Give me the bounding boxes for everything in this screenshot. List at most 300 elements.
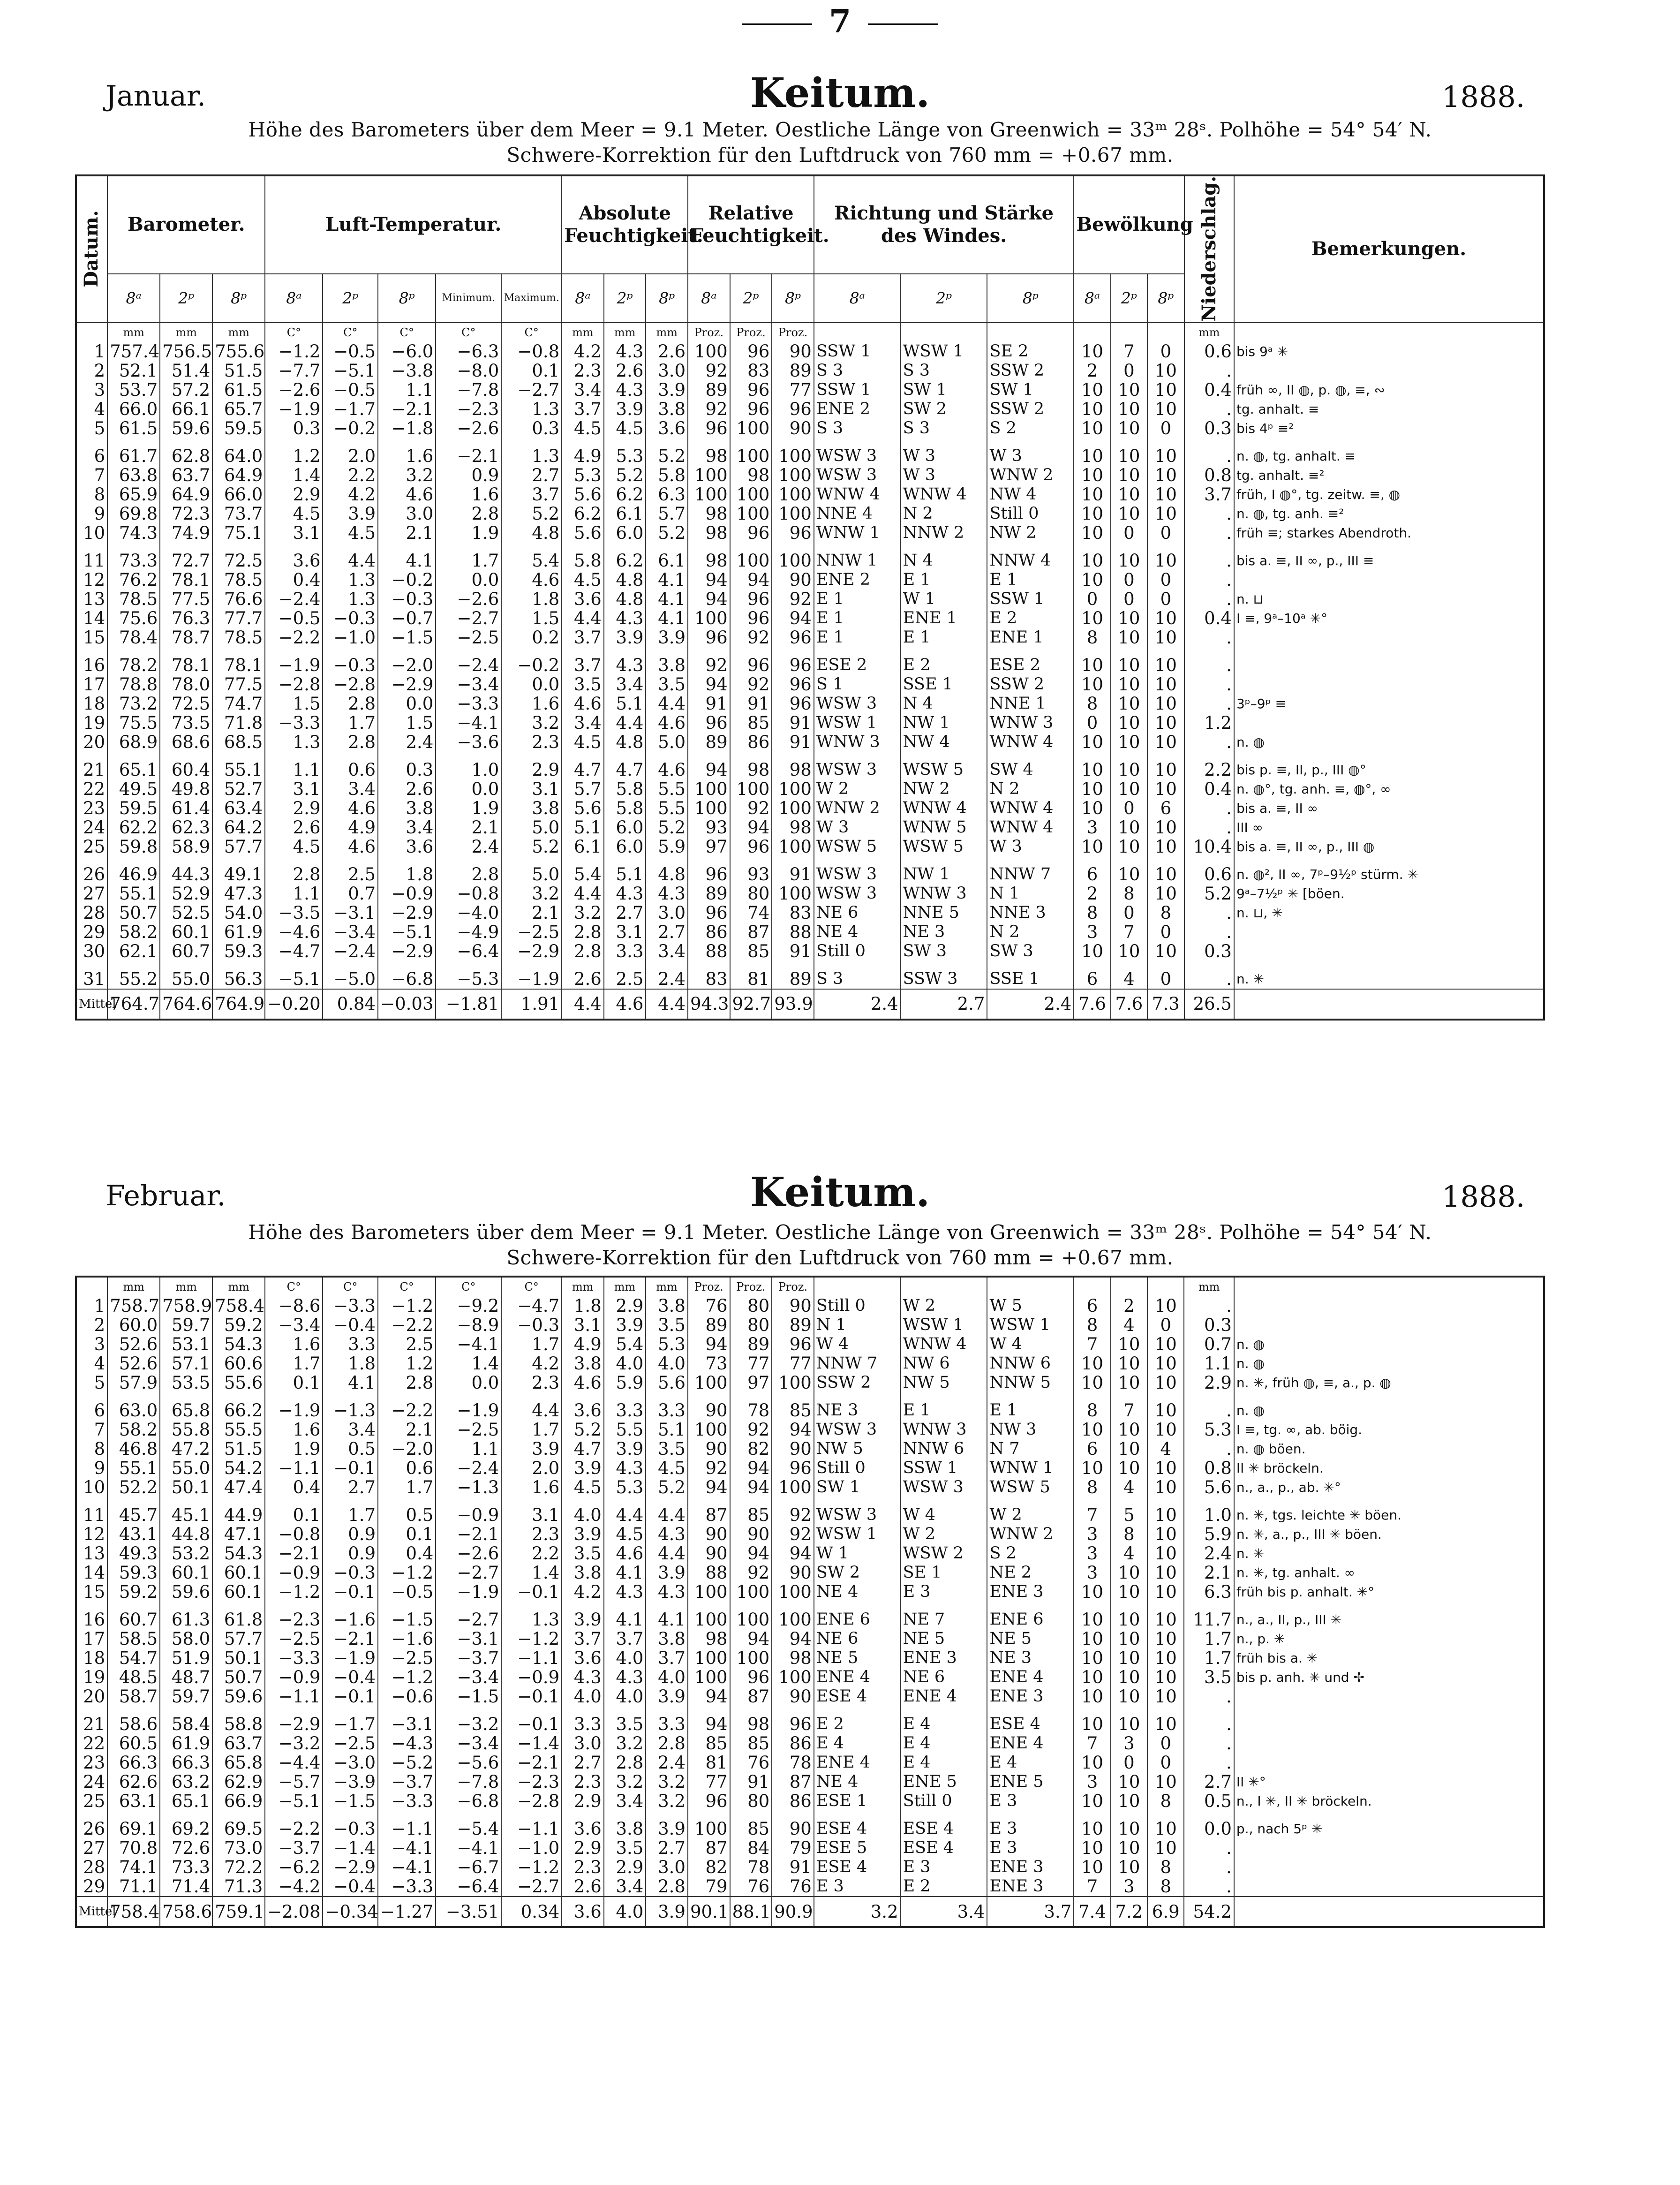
mean-cell: 764.9 — [212, 989, 265, 1020]
value-cell: 10 — [1111, 733, 1147, 752]
value-cell: 3.6 — [646, 419, 688, 438]
unit-cell: mm — [1184, 1277, 1234, 1296]
value-cell: 10 — [1074, 779, 1110, 799]
value-cell: −2.6 — [265, 380, 323, 400]
value-cell: 10 — [1147, 1715, 1184, 1734]
remark-cell — [1234, 628, 1544, 647]
value-cell: ESE 4 — [814, 1687, 901, 1706]
value-cell: ESE 4 — [814, 1819, 901, 1838]
value-cell: 10 — [1074, 342, 1110, 361]
value-cell: 88 — [772, 922, 814, 942]
value-cell: −3.3 — [378, 1792, 436, 1811]
value-cell: NNE 3 — [987, 903, 1074, 922]
value-cell: WNW 5 — [901, 818, 987, 837]
value-cell: 2.5 — [604, 969, 646, 989]
value-cell: 0.3 — [1184, 1316, 1234, 1335]
remark-cell: II ✳° — [1234, 1772, 1544, 1792]
value-cell: −6.0 — [378, 342, 436, 361]
remark-cell: n. ◍ — [1234, 1354, 1544, 1373]
value-cell: 48.5 — [107, 1668, 160, 1687]
value-cell: 96 — [688, 628, 730, 647]
value-cell: −1.3 — [323, 1401, 378, 1420]
spacer-cell — [501, 1602, 562, 1610]
mean-row — [76, 989, 1544, 1020]
spacer-cell — [107, 856, 160, 865]
value-cell: −1.5 — [323, 1792, 378, 1811]
value-cell: 0.1 — [265, 1373, 323, 1392]
mean-cell: 758.6 — [160, 1897, 212, 1927]
mean-cell: 4.0 — [604, 1897, 646, 1927]
value-cell: 1.3 — [501, 1610, 562, 1629]
value-cell: −7.7 — [265, 361, 323, 380]
value-cell: 0.6 — [1184, 865, 1234, 884]
spacer-cell — [501, 961, 562, 969]
spacer-cell — [1111, 438, 1147, 446]
value-cell: 91 — [730, 1772, 772, 1792]
value-cell: 5.1 — [562, 818, 604, 837]
value-cell: 100 — [772, 884, 814, 903]
sub-8a: 8ᵃ — [688, 274, 730, 323]
spacer-cell — [604, 1811, 646, 1819]
day-cell: 27 — [76, 1838, 107, 1858]
value-cell: 4.3 — [604, 1668, 646, 1687]
value-cell: 55.1 — [107, 1459, 160, 1478]
value-cell: 0.4 — [1184, 609, 1234, 628]
spacer-cell — [212, 1392, 265, 1401]
spacer-cell — [501, 1497, 562, 1505]
value-cell: 100 — [772, 446, 814, 466]
value-cell: 52.6 — [107, 1335, 160, 1354]
spacer-cell — [378, 752, 436, 760]
mean-cell: 6.9 — [1147, 1897, 1184, 1927]
value-cell: 5.5 — [646, 799, 688, 818]
value-cell: −8.9 — [436, 1316, 501, 1335]
value-cell: 4.4 — [646, 694, 688, 713]
spacer-cell — [1184, 438, 1234, 446]
spacer-cell — [1234, 543, 1544, 551]
value-cell: 5.9 — [604, 1373, 646, 1392]
spacer-cell — [323, 1811, 378, 1819]
value-cell: 6.0 — [604, 818, 646, 837]
value-cell: 3.8 — [562, 1354, 604, 1373]
value-cell: 100 — [772, 551, 814, 570]
spacer-cell — [160, 543, 212, 551]
value-cell: S 3 — [814, 419, 901, 438]
value-cell: 4.5 — [604, 1525, 646, 1544]
sub-8p: 8ᵖ — [987, 274, 1074, 323]
spacer-cell — [562, 438, 604, 446]
value-cell: ENE 5 — [901, 1772, 987, 1792]
value-cell: 8 — [1147, 903, 1184, 922]
value-cell: 10 — [1111, 1439, 1147, 1459]
value-cell: −4.1 — [378, 1838, 436, 1858]
spacer-cell — [1074, 1497, 1110, 1505]
value-cell: 7 — [1074, 1335, 1110, 1354]
value-cell: −5.4 — [436, 1819, 501, 1838]
value-cell: 10 — [1147, 942, 1184, 961]
spacer-cell — [688, 1602, 730, 1610]
spacer-cell — [323, 1706, 378, 1715]
spacer-cell — [501, 543, 562, 551]
day-cell: 2 — [76, 1316, 107, 1335]
value-cell: −1.9 — [265, 400, 323, 419]
value-cell: 85 — [730, 713, 772, 733]
spacer-cell — [160, 1706, 212, 1715]
value-cell: 2.3 — [501, 1373, 562, 1392]
value-cell: W 3 — [901, 466, 987, 485]
value-cell: −2.2 — [378, 1316, 436, 1335]
value-cell: 58.6 — [107, 1715, 160, 1734]
value-cell: −0.3 — [501, 1316, 562, 1335]
value-cell: 68.6 — [160, 733, 212, 752]
remark-cell: n. ✳, a., p., III ✳ böen. — [1234, 1525, 1544, 1544]
value-cell: 62.2 — [107, 818, 160, 837]
spacer-cell — [688, 752, 730, 760]
value-cell: WSW 5 — [901, 760, 987, 779]
value-cell: −2.5 — [501, 922, 562, 942]
day-cell: 30 — [76, 942, 107, 961]
value-cell: 3 — [1074, 1525, 1110, 1544]
value-cell: 53.7 — [107, 380, 160, 400]
value-cell: −6.2 — [265, 1858, 323, 1877]
value-cell: 0.6 — [323, 760, 378, 779]
value-cell: NW 2 — [901, 779, 987, 799]
day-cell: 23 — [76, 1753, 107, 1772]
value-cell: 10 — [1111, 1838, 1147, 1858]
table-row — [76, 1373, 1544, 1392]
value-cell: WNW 3 — [901, 1420, 987, 1439]
value-cell: 54.3 — [212, 1544, 265, 1563]
spacer-cell — [1147, 647, 1184, 656]
value-cell: 10 — [1074, 609, 1110, 628]
value-cell: SSW 1 — [814, 342, 901, 361]
mean-cell: −0.34 — [323, 1897, 378, 1927]
value-cell: −6.7 — [436, 1858, 501, 1877]
value-cell: 1.3 — [501, 400, 562, 419]
value-cell: 10 — [1111, 551, 1147, 570]
value-cell: 100 — [688, 485, 730, 504]
february-table — [75, 1276, 1545, 1928]
value-cell: −2.7 — [501, 380, 562, 400]
value-cell: 10 — [1147, 713, 1184, 733]
january-subtitle-2: Schwere-Korrektion für den Luftdruck von 760 mm = +0.67 mm. — [506, 144, 1174, 166]
bemerkungen-header: Bemerkungen. — [1234, 175, 1544, 323]
value-cell: 2.0 — [323, 446, 378, 466]
remark-cell: n. ◍ — [1234, 1401, 1544, 1420]
value-cell: 63.0 — [107, 1401, 160, 1420]
value-cell: 5.6 — [562, 523, 604, 543]
spacer-cell — [265, 647, 323, 656]
spacer-cell — [688, 438, 730, 446]
value-cell: 92 — [688, 361, 730, 380]
value-cell: 0 — [1111, 570, 1147, 590]
value-cell: 3.7 — [562, 400, 604, 419]
day-cell: 17 — [76, 1629, 107, 1648]
value-cell: 1.9 — [436, 523, 501, 543]
value-cell: 100 — [772, 799, 814, 818]
spacer-cell — [160, 1602, 212, 1610]
value-cell: 6.1 — [562, 837, 604, 856]
table-row — [76, 1525, 1544, 1544]
value-cell: 4.3 — [604, 884, 646, 903]
value-cell: 2.4 — [1184, 1544, 1234, 1563]
value-cell: N 2 — [901, 504, 987, 523]
page-number-value: 7 — [829, 3, 851, 40]
unit-cell: Proz. — [730, 1277, 772, 1296]
value-cell: NNW 5 — [987, 1373, 1074, 1392]
value-cell: 78 — [730, 1858, 772, 1877]
table-row — [76, 969, 1544, 989]
value-cell: . — [1184, 922, 1234, 942]
value-cell: 2.9 — [265, 485, 323, 504]
value-cell: 5.3 — [562, 466, 604, 485]
value-cell: W 2 — [901, 1296, 987, 1316]
value-cell: 62.9 — [212, 1772, 265, 1792]
spacer-cell — [436, 1811, 501, 1819]
spacer-cell — [1184, 856, 1234, 865]
value-cell: 73.2 — [107, 694, 160, 713]
value-cell: 3.2 — [604, 1772, 646, 1792]
value-cell: 4.4 — [646, 1544, 688, 1563]
value-cell: 5.8 — [604, 779, 646, 799]
value-cell: 3.4 — [562, 380, 604, 400]
value-cell: 96 — [688, 419, 730, 438]
value-cell: −2.5 — [265, 1629, 323, 1648]
remark-cell: n. ◍ böen. — [1234, 1439, 1544, 1459]
value-cell: −2.5 — [323, 1734, 378, 1753]
value-cell: NW 1 — [901, 865, 987, 884]
value-cell: 3.5 — [562, 675, 604, 694]
remark-cell: tg. anhalt. ≡² — [1234, 466, 1544, 485]
value-cell: 10 — [1074, 1354, 1110, 1373]
value-cell: 78.5 — [212, 628, 265, 647]
value-cell: 92 — [772, 590, 814, 609]
table-row — [76, 1563, 1544, 1582]
value-cell: 98 — [688, 504, 730, 523]
value-cell: 758.7 — [107, 1296, 160, 1316]
value-cell: 58.2 — [107, 1420, 160, 1439]
value-cell: ESE 2 — [814, 656, 901, 675]
spacer-cell — [265, 961, 323, 969]
mean-cell: 88.1 — [730, 1897, 772, 1927]
sub-2p: 2ᵖ — [323, 274, 378, 323]
value-cell: 76 — [772, 1877, 814, 1897]
value-cell: SW 3 — [987, 942, 1074, 961]
value-cell: 65.1 — [107, 760, 160, 779]
value-cell: 4.6 — [604, 1544, 646, 1563]
value-cell: 10 — [1074, 446, 1110, 466]
value-cell: −1.0 — [323, 628, 378, 647]
unit-cell: mm — [1184, 323, 1234, 342]
remark-cell — [1234, 361, 1544, 380]
unit-cell: mm — [604, 1277, 646, 1296]
value-cell: 98 — [730, 1715, 772, 1734]
value-cell: 4.5 — [323, 523, 378, 543]
value-cell: 5.6 — [646, 1373, 688, 1392]
value-cell: NW 1 — [901, 713, 987, 733]
value-cell: 52.1 — [107, 361, 160, 380]
value-cell: 10 — [1074, 570, 1110, 590]
value-cell: 66.3 — [107, 1753, 160, 1772]
spacer-cell — [604, 961, 646, 969]
value-cell: 1.7 — [378, 1478, 436, 1497]
value-cell: 2 — [1074, 361, 1110, 380]
value-cell: 0 — [1111, 523, 1147, 543]
value-cell: E 1 — [987, 570, 1074, 590]
spacer-cell — [1074, 647, 1110, 656]
value-cell: 10 — [1074, 837, 1110, 856]
spacer-cell — [604, 752, 646, 760]
spacer-cell — [378, 856, 436, 865]
remark-cell: n. ✳ — [1234, 969, 1544, 989]
value-cell: −1.5 — [436, 1687, 501, 1706]
value-cell: 73.7 — [212, 504, 265, 523]
value-cell: 1.8 — [562, 1296, 604, 1316]
value-cell: 4.6 — [562, 1373, 604, 1392]
value-cell: −3.4 — [436, 1668, 501, 1687]
value-cell: . — [1184, 1715, 1234, 1734]
spacer-cell — [160, 647, 212, 656]
value-cell: −2.9 — [378, 675, 436, 694]
value-cell: 4.2 — [323, 485, 378, 504]
value-cell: N 4 — [901, 551, 987, 570]
value-cell: ENE 4 — [814, 1753, 901, 1772]
value-cell: 3 — [1111, 1734, 1147, 1753]
value-cell: 10 — [1074, 1648, 1110, 1668]
value-cell: 5.8 — [646, 466, 688, 485]
value-cell: 100 — [688, 779, 730, 799]
value-cell: 4.3 — [646, 1582, 688, 1602]
value-cell: −2.7 — [436, 1610, 501, 1629]
value-cell: 10 — [1147, 1525, 1184, 1544]
value-cell: 10 — [1147, 1544, 1184, 1563]
remark-cell: n. ⊔ — [1234, 590, 1544, 609]
sub-minimum: Minimum. — [436, 274, 501, 323]
spacer-cell — [646, 438, 688, 446]
value-cell: 3 — [1111, 1877, 1147, 1897]
table-row — [76, 361, 1544, 380]
value-cell: . — [1184, 590, 1234, 609]
value-cell: −6.4 — [436, 1877, 501, 1897]
value-cell: 90 — [688, 1401, 730, 1420]
value-cell: −3.4 — [436, 1734, 501, 1753]
value-cell: 90 — [688, 1544, 730, 1563]
value-cell: 1.7 — [1184, 1629, 1234, 1648]
value-cell: 100 — [688, 1582, 730, 1602]
value-cell: 4.5 — [562, 570, 604, 590]
value-cell: 61.5 — [212, 380, 265, 400]
value-cell: 100 — [772, 466, 814, 485]
value-cell: 4.6 — [646, 713, 688, 733]
value-cell: 58.5 — [107, 1629, 160, 1648]
day-cell: 29 — [76, 922, 107, 942]
value-cell: −4.1 — [436, 1838, 501, 1858]
value-cell: −8.6 — [265, 1296, 323, 1316]
value-cell: WNW 2 — [987, 466, 1074, 485]
value-cell: 90 — [772, 570, 814, 590]
value-cell: −3.2 — [265, 1734, 323, 1753]
day-cell: 18 — [76, 1648, 107, 1668]
remark-cell: 3ᵖ–9ᵖ ≡ — [1234, 694, 1544, 713]
value-cell: 49.8 — [160, 779, 212, 799]
value-cell: . — [1184, 1858, 1234, 1877]
value-cell: E 1 — [814, 590, 901, 609]
spacer-cell — [323, 1497, 378, 1505]
table-row — [76, 1734, 1544, 1753]
value-cell: WSW 3 — [814, 760, 901, 779]
table-row — [76, 1648, 1544, 1668]
value-cell: 10 — [1111, 760, 1147, 779]
value-cell: 5.6 — [562, 485, 604, 504]
value-cell: −2.5 — [378, 1648, 436, 1668]
value-cell: 10 — [1074, 733, 1110, 752]
remark-cell: III ∞ — [1234, 818, 1544, 837]
sub-2p: 2ᵖ — [604, 274, 646, 323]
value-cell: 76 — [730, 1753, 772, 1772]
value-cell: 60.6 — [212, 1354, 265, 1373]
unit-cell: mm — [107, 323, 160, 342]
value-cell: 100 — [730, 485, 772, 504]
value-cell: WSW 1 — [901, 1316, 987, 1335]
remark-cell: n. ◍ — [1234, 733, 1544, 752]
value-cell: 758.4 — [212, 1296, 265, 1316]
value-cell: WSW 5 — [987, 1478, 1074, 1497]
day-cell: 4 — [76, 1354, 107, 1373]
table-row — [76, 1819, 1544, 1838]
value-cell: 58.9 — [160, 837, 212, 856]
value-cell: 86 — [772, 1734, 814, 1753]
value-cell: 8 — [1074, 628, 1110, 647]
value-cell: 88 — [688, 1563, 730, 1582]
value-cell: −3.7 — [378, 1772, 436, 1792]
value-cell: 0.8 — [1184, 1459, 1234, 1478]
value-cell: 60.5 — [107, 1734, 160, 1753]
unit-cell: C° — [265, 323, 323, 342]
value-cell: −5.7 — [265, 1772, 323, 1792]
value-cell: 5.3 — [1184, 1420, 1234, 1439]
unit-cell — [901, 323, 987, 342]
value-cell: ENE 4 — [987, 1734, 1074, 1753]
value-cell: 65.1 — [160, 1792, 212, 1811]
table-row — [76, 1335, 1544, 1354]
spacer-cell — [1074, 1706, 1110, 1715]
value-cell: 1.6 — [501, 1478, 562, 1497]
value-cell: 71.4 — [160, 1877, 212, 1897]
value-cell: 59.2 — [107, 1582, 160, 1602]
value-cell: 74 — [730, 903, 772, 922]
value-cell: 2.6 — [562, 969, 604, 989]
value-cell: 4.0 — [604, 1648, 646, 1668]
spacer-cell — [1234, 1497, 1544, 1505]
value-cell: 4 — [1111, 1316, 1147, 1335]
sub-8a: 8ᵃ — [265, 274, 323, 323]
value-cell: −5.2 — [378, 1753, 436, 1772]
value-cell: −0.3 — [378, 590, 436, 609]
value-cell: 72.7 — [160, 551, 212, 570]
spacer-cell — [1111, 752, 1147, 760]
spacer-cell — [265, 1497, 323, 1505]
spacer-cell — [323, 438, 378, 446]
value-cell: . — [1184, 818, 1234, 837]
value-cell: . — [1184, 1753, 1234, 1772]
value-cell: −4.1 — [436, 1335, 501, 1354]
value-cell: 4.3 — [646, 884, 688, 903]
value-cell: 96 — [730, 837, 772, 856]
value-cell: 10 — [1074, 1459, 1110, 1478]
value-cell: 2.2 — [323, 466, 378, 485]
value-cell: 90 — [772, 1687, 814, 1706]
remark-cell: n., a., II, p., III ✳ — [1234, 1610, 1544, 1629]
